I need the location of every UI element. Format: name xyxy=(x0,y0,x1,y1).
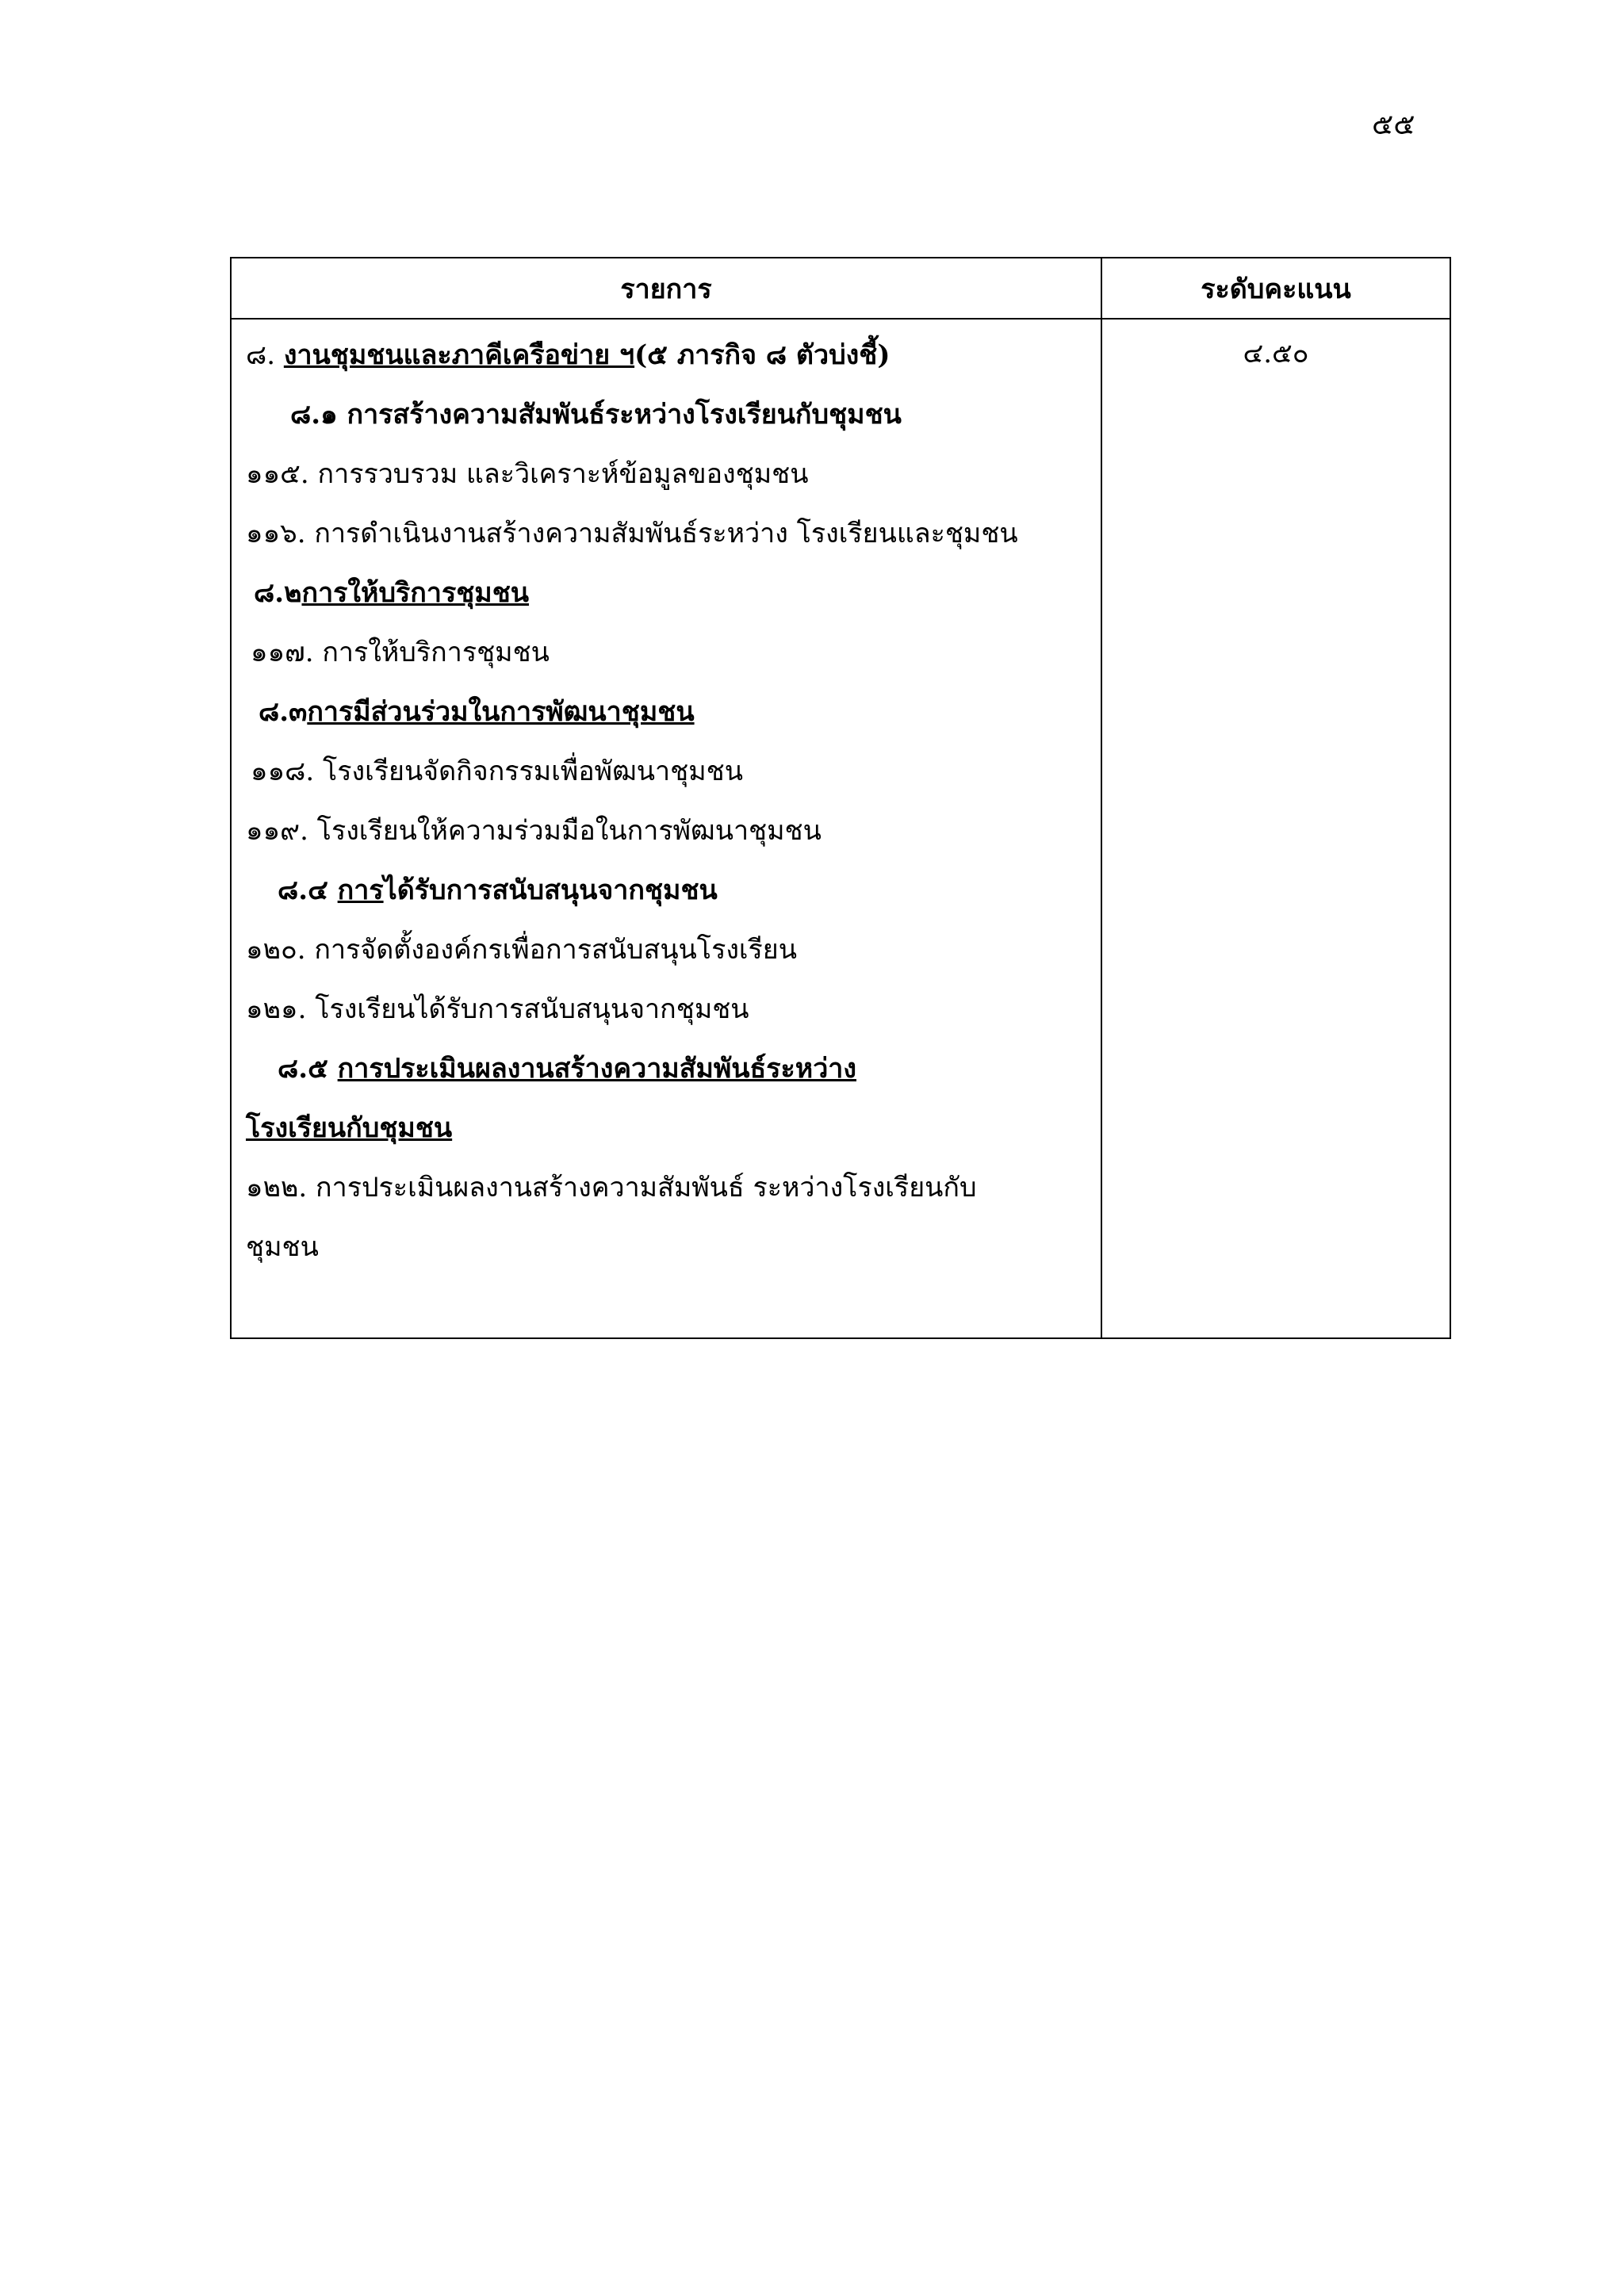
section-title: งานชุมชนและภาคีเครือข่าย ฯ xyxy=(283,339,635,371)
page-number: ๕๕ xyxy=(1372,109,1415,141)
section-number: ๘. xyxy=(246,339,284,371)
list-item: ๑๒๑. โรงเรียนได้รับการสนับสนุนจากชุมชน xyxy=(246,993,749,1025)
section-detail: (๕ ภารกิจ ๘ ตัวบ่งชี้) xyxy=(634,339,891,371)
subsection-title-continued: โรงเรียนกับชุมชน xyxy=(246,1112,453,1144)
subsection-heading-2 xyxy=(246,564,1094,623)
list-item-continued: ชุมชน xyxy=(246,1231,319,1263)
subsection-number: ๘.๓ xyxy=(259,696,308,728)
list-item: ๑๑๘. โรงเรียนจัดกิจกรรมเพื่อพัฒนาชุมชน xyxy=(251,756,743,787)
list-item: ๑๑๖. การดำเนินงานสร้างความสัมพันธ์ระหว่าง โรงเรียนและชุมชน xyxy=(246,518,1018,549)
list-item: ๑๑๕. การรวบรวม และวิเคราะห์ข้อมูลของชุมชน xyxy=(246,458,809,490)
subsection-title-underlined: การ xyxy=(337,874,384,906)
section-heading xyxy=(246,326,1094,385)
subsection-title: การให้บริการชุมชน xyxy=(301,577,530,609)
list-item: ๑๑๙. โรงเรียนให้ความร่วมมือในการพัฒนาชุมชน xyxy=(246,815,822,847)
header-items: รายการ xyxy=(620,273,712,305)
subsection-title-rest: ได้รับการสนับสนุนจากชุมชน xyxy=(383,874,718,906)
subsection-heading-3 xyxy=(246,683,1094,742)
subsection-heading-5 xyxy=(246,1039,1094,1099)
list-item: ๑๒๒. การประเมินผลงานสร้างความสัมพันธ์ ระหว่างโรงเรียนกับ xyxy=(246,1172,977,1203)
subsection-number: ๘.๕ xyxy=(278,1053,338,1085)
subsection-number: ๘.๔ xyxy=(278,874,338,906)
items-list xyxy=(246,326,1094,1277)
score-value: ๔.๕๐ xyxy=(1243,338,1309,369)
subsection-title: การประเมินผลงานสร้างความสัมพันธ์ระหว่าง xyxy=(337,1053,856,1085)
subsection-title: การมีส่วนร่วมในการพัฒนาชุมชน xyxy=(307,696,695,728)
subsection-number: ๘.๒ xyxy=(254,577,302,609)
evaluation-table xyxy=(230,257,1451,1339)
column-divider xyxy=(1101,258,1102,1337)
header-score: ระดับคะแนน xyxy=(1201,273,1351,305)
list-item: ๑๒๐. การจัดตั้งองค์กรเพื่อการสนับสนุนโรงเรียน xyxy=(246,934,797,966)
subsection-heading-4 xyxy=(246,861,1094,920)
subsection-heading-1: ๘.๑ การสร้างความสัมพันธ์ระหว่างโรงเรียนกับชุมชน xyxy=(290,399,902,430)
list-item: ๑๑๗. การให้บริการชุมชน xyxy=(251,637,550,668)
header-divider xyxy=(232,318,1450,320)
